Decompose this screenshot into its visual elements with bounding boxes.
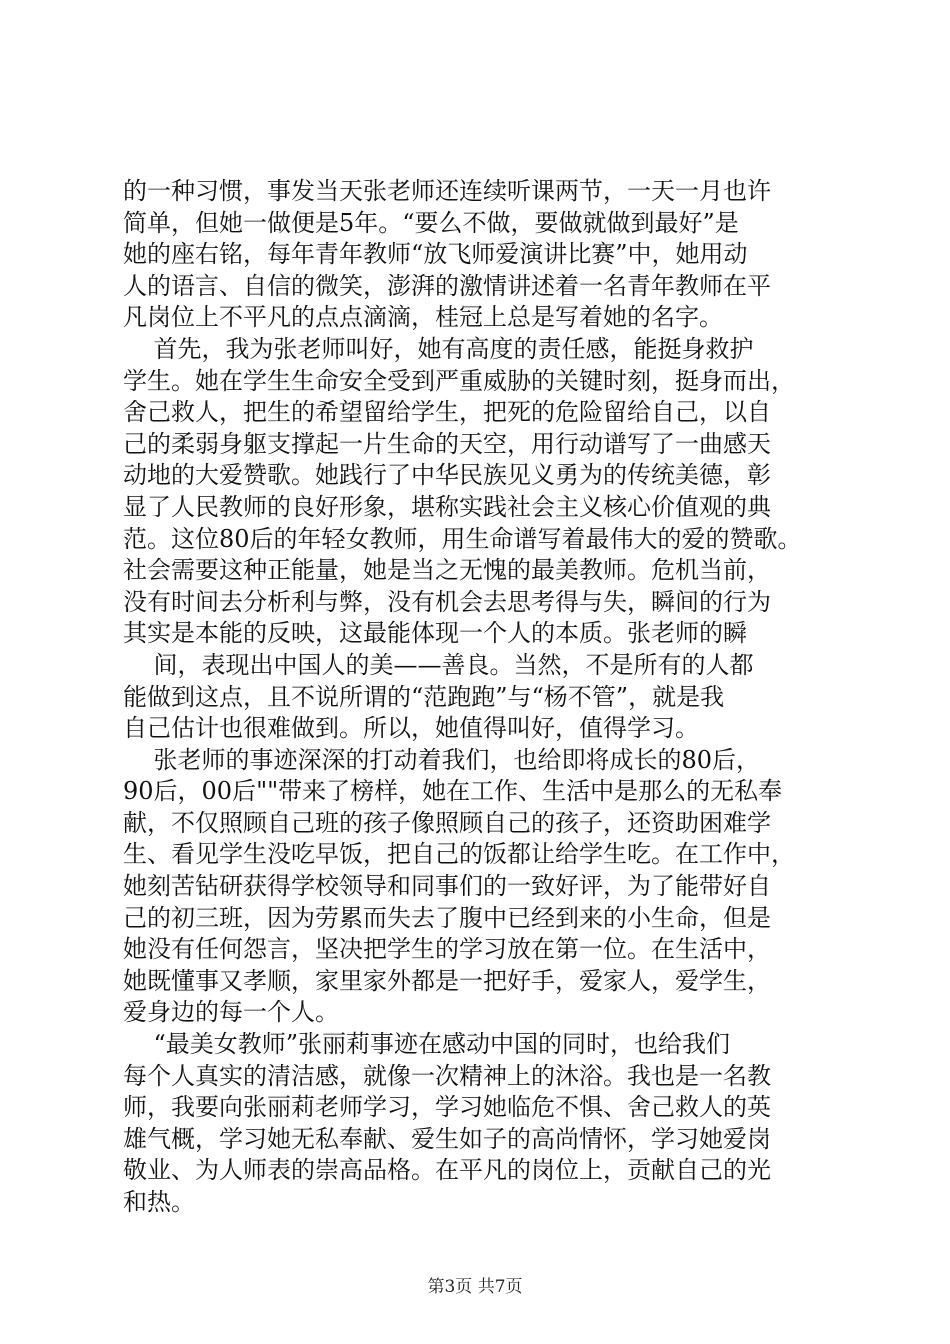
- paragraph-3: 间，表现出中国人的美——善良。当然，不是所有的人都 能做到这点，且不说所谓的“范跑跑”与“杨不管”，就是我 自己估计也很难做到。所以，她值得叫好，值得学习。: [123, 650, 754, 743]
- page-footer: 第3页 共7页: [427, 1277, 523, 1297]
- body-text: [123, 176, 838, 1219]
- paragraph-5: “最美女教师”张丽莉事迹在感动中国的同时，也给我们 每个人真实的清洁感，就像一次精神上的沐浴。我也是一名教 师，我要向张丽莉老师学习，学习她临危不惧、舍己救人的英 雄气概，学习她无私奉献、爱生如子的高尚情怀，学习她爱岗 敬业、为人师表的崇高品格。在平凡的岗位上，贡献自己的光 和热。: [123, 1030, 771, 1216]
- paragraph-1: 的一种习惯，事发当天张老师还连续听课两节，一天一月也许 简单，但她一做便是5年。“要么不做，要做就做到最好”是 她的座右铭，每年青年教师“放飞师爱演讲比赛”中，她用动 人的语言、自信的微笑，澎湃的激情讲述着一名青年教师在平 凡岗位上不平凡的点点滴滴，桂冠上总是写着她的名字。: [123, 177, 771, 332]
- paragraph-2: 首先，我为张老师叫好，她有高度的责任感，能挺身救护 学生。她在学生生命安全受到严重威胁的关键时刻，挺身而出， 舍己救人，把生的希望留给学生，把死的危险留给自己，以自 己的柔弱身躯支撑起一片生命的天空，用行动谱写了一曲感天 动地的大爱赞歌。她践行了中华民族见义勇为的传统美德，彰 显了人民教师的良好形象，堪称实践社会主义核心价值观的典 范。这位80后的年轻女教师，用生命谱写着最伟大的爱的赞歌。 社会需要这种正能量，她是当之无愧的最美教师。危机当前， 没有时间去分析利与弊，没有机会去思考得与失，瞬间的行为 其实是本能的反映，这最能体现一个人的本质。张老师的瞬: [123, 334, 802, 648]
- paragraph-4: 张老师的事迹深深的打动着我们，也给即将成长的80后， 90后，00后""带来了榜样，她在工作、生活中是那么的无私奉 献，不仅照顾自己班的孩子像照顾自己的孩子，还资助困难学 生、看见学生没吃早饭，把自己的饭都让给学生吃。在工作中， 她刻苦钻研获得学校领导和同事们的一致好评，为了能带好自 己的初三班，因为劳累而失去了腹中已经到来的小生命，但是 她没有任何怨言，坚决把学生的学习放在第一位。在生活中， 她既懂事又孝顺，家里家外都是一把好手，爱家人，爱学生， 爱身边的每一个人。: [123, 745, 795, 1027]
